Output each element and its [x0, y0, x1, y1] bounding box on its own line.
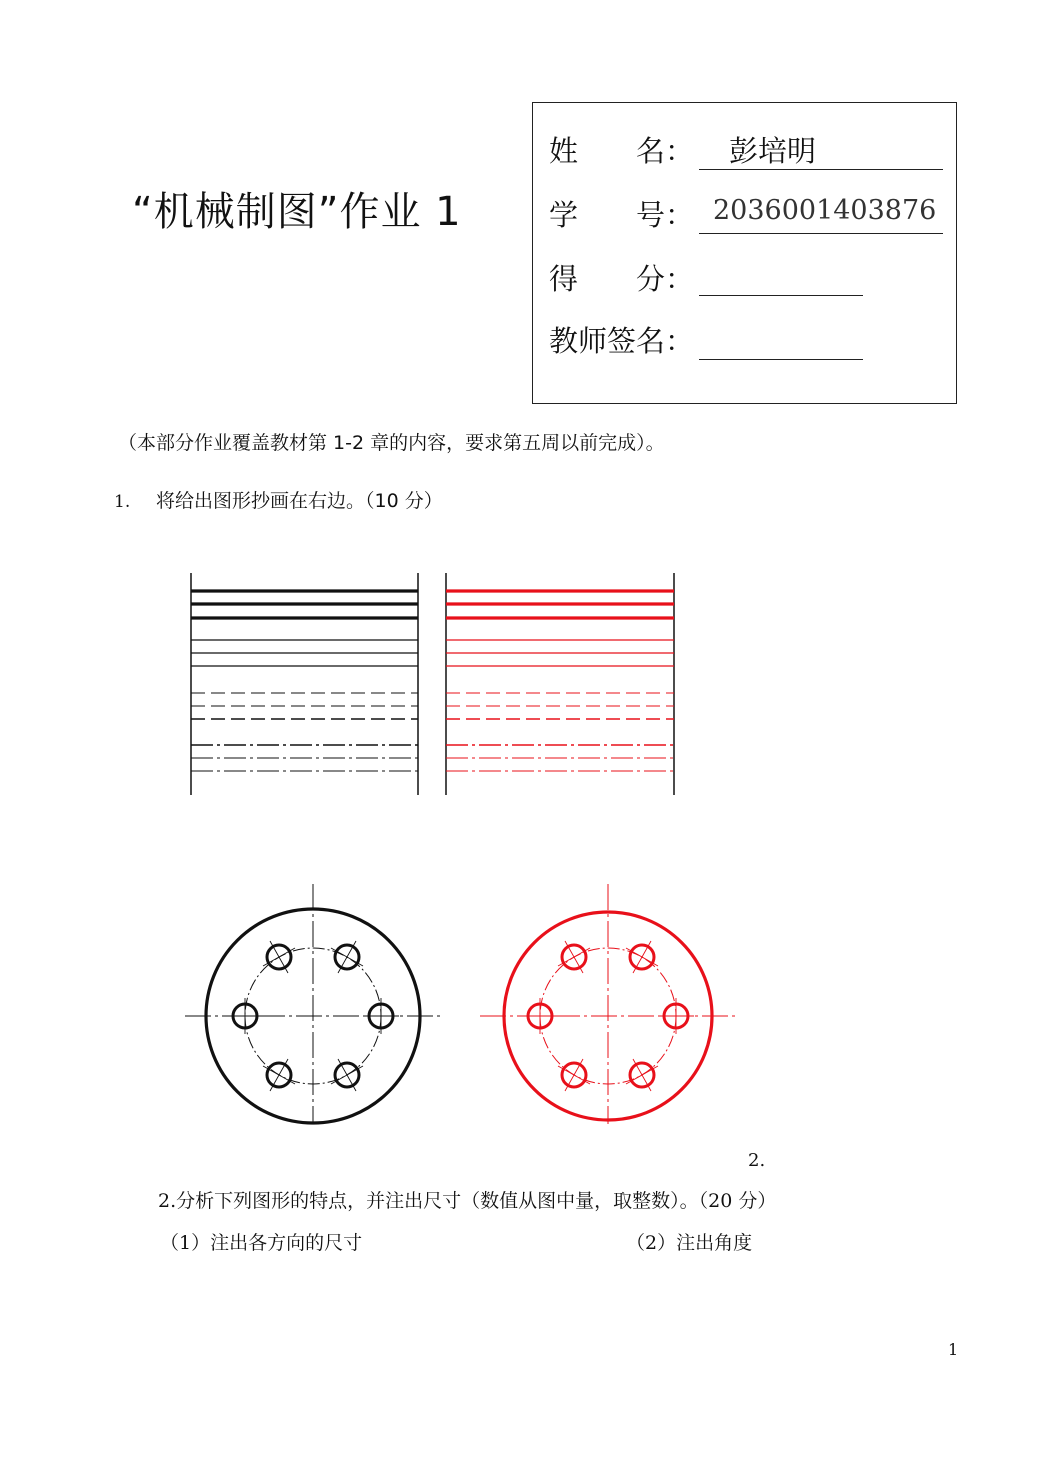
page-number: 1 — [948, 1340, 959, 1359]
teacher-signature-underline — [699, 359, 863, 360]
assignment-note: （本部分作业覆盖教材第 1-2 章的内容，要求第五周以前完成）。 — [118, 432, 665, 454]
flange-figure — [180, 878, 750, 1140]
id-underline — [699, 233, 943, 234]
page-title: “机械制图”作业 1 — [132, 189, 462, 235]
question-1-number: 1. — [114, 492, 131, 512]
name-label: 姓 名： — [549, 134, 695, 168]
question-2-text: 2.分析下列图形的特点，并注出尺寸（数值从图中量，取整数）。（20 分） — [158, 1190, 777, 1212]
name-underline — [699, 169, 943, 170]
question-2-sub2: （2）注出角度 — [626, 1232, 753, 1254]
line-types-copy — [446, 573, 674, 795]
line-types-original — [191, 573, 418, 795]
figure-2-label: 2. — [748, 1150, 766, 1171]
question-2-sub1: （1）注出各方向的尺寸 — [160, 1232, 363, 1254]
student-info-box — [532, 102, 957, 404]
name-value: 彭培明 — [729, 134, 817, 168]
question-1-text: 将给出图形抄画在右边。（10 分） — [156, 490, 443, 512]
teacher-signature-label: 教师签名： — [549, 324, 695, 358]
flange-original — [185, 884, 443, 1124]
question-1 — [114, 486, 443, 513]
id-label: 学 号： — [549, 198, 695, 232]
score-label: 得 分： — [549, 262, 695, 296]
score-underline — [699, 295, 863, 296]
line-types-figure — [180, 565, 690, 805]
id-value: 2036001403876 — [713, 195, 937, 226]
flange-copy — [480, 884, 736, 1124]
